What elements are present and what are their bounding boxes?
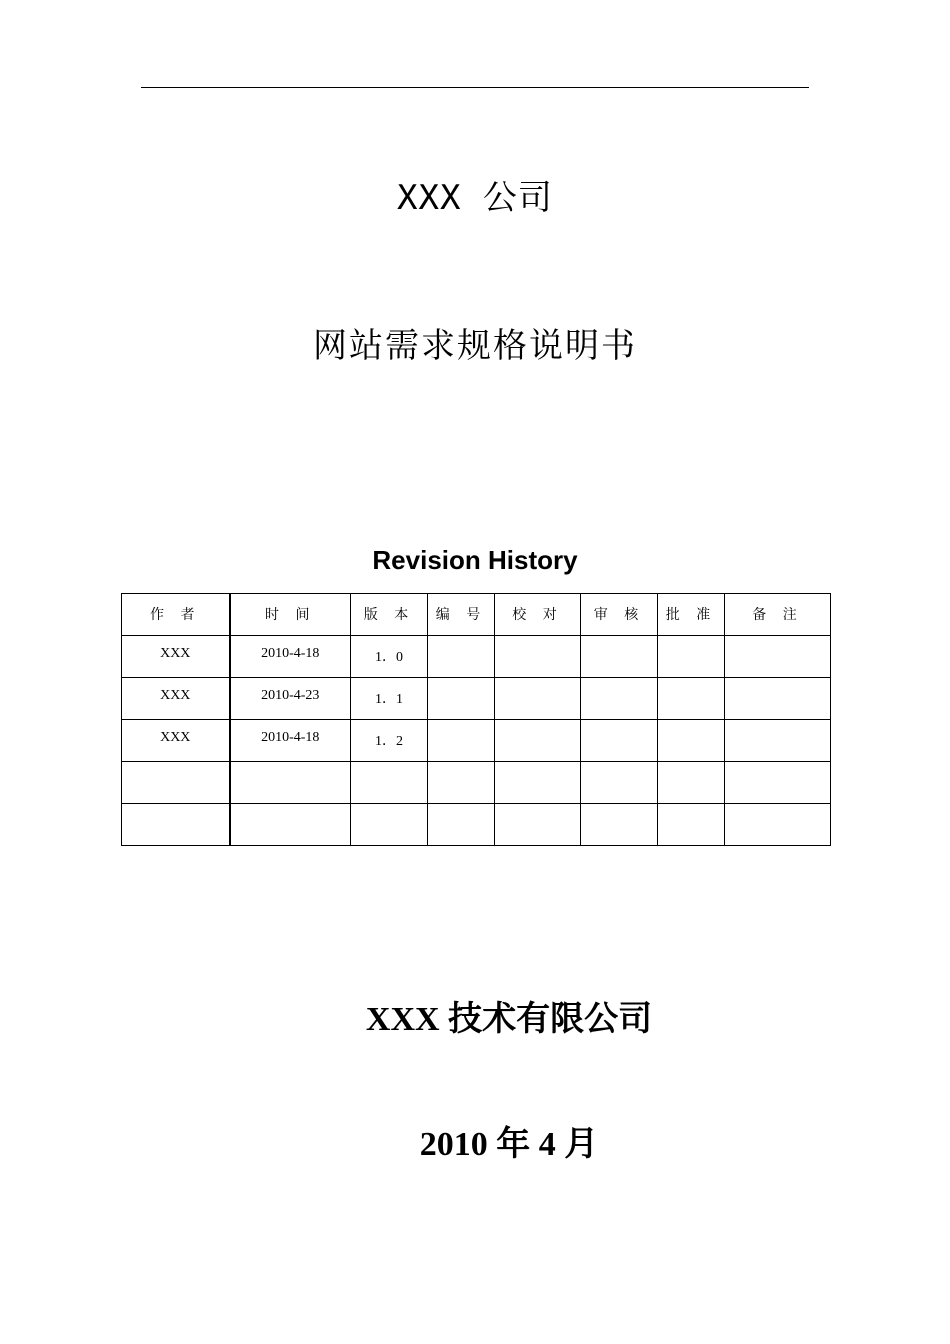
header-author: 作 者 <box>122 594 230 636</box>
table-cell <box>581 636 658 678</box>
revision-history-heading: Revision History <box>372 545 578 575</box>
table-cell: 2010-4-18 <box>230 636 351 678</box>
table-cell: XXX <box>122 678 230 720</box>
table-cell <box>658 678 725 720</box>
table-cell <box>428 636 495 678</box>
table-cell <box>658 762 725 804</box>
header-version: 版 本 <box>351 594 428 636</box>
table-cell <box>725 720 831 762</box>
header-number: 编 号 <box>428 594 495 636</box>
table-cell <box>428 762 495 804</box>
table-cell <box>495 762 581 804</box>
table-cell <box>581 720 658 762</box>
table-cell <box>351 804 428 846</box>
table-cell <box>658 720 725 762</box>
table-cell <box>658 636 725 678</box>
table-cell <box>428 678 495 720</box>
header-approve: 批 准 <box>658 594 725 636</box>
table-row <box>122 804 831 846</box>
header-proofread: 校 对 <box>495 594 581 636</box>
footer-date: 2010 年 4 月 <box>419 1126 599 1163</box>
table-cell: 1．1 <box>351 678 428 720</box>
table-cell: 1．0 <box>351 636 428 678</box>
company-title: XXX 公司 <box>397 178 553 218</box>
table-cell <box>495 804 581 846</box>
table-cell <box>658 804 725 846</box>
table-cell <box>725 762 831 804</box>
table-cell <box>495 636 581 678</box>
header-remarks: 备 注 <box>725 594 831 636</box>
table-cell <box>495 720 581 762</box>
table-row <box>122 720 831 762</box>
table-cell <box>725 678 831 720</box>
table-cell: 2010-4-23 <box>230 678 351 720</box>
table-cell: XXX <box>122 636 230 678</box>
revision-history-table <box>121 593 831 846</box>
footer-company-name: XXX 技术有限公司 <box>365 1001 653 1038</box>
table-cell <box>428 720 495 762</box>
table-cell <box>428 804 495 846</box>
table-cell <box>351 762 428 804</box>
table-cell <box>581 762 658 804</box>
table-cell: XXX <box>122 720 230 762</box>
table-row <box>122 636 831 678</box>
document-title: 网站需求规格说明书 <box>313 326 637 366</box>
table-cell <box>230 804 351 846</box>
table-cell <box>581 804 658 846</box>
table-cell <box>122 804 230 846</box>
table-cell <box>122 762 230 804</box>
table-cell <box>725 804 831 846</box>
table-cell: 1．2 <box>351 720 428 762</box>
header-time: 时 间 <box>230 594 351 636</box>
header-review: 审 核 <box>581 594 658 636</box>
table-cell <box>725 636 831 678</box>
table-cell <box>495 678 581 720</box>
table-header-row <box>122 594 831 636</box>
table-cell <box>581 678 658 720</box>
table-row <box>122 762 831 804</box>
header-rule <box>141 87 809 88</box>
table-row <box>122 678 831 720</box>
table-cell: 2010-4-18 <box>230 720 351 762</box>
table-cell <box>230 762 351 804</box>
